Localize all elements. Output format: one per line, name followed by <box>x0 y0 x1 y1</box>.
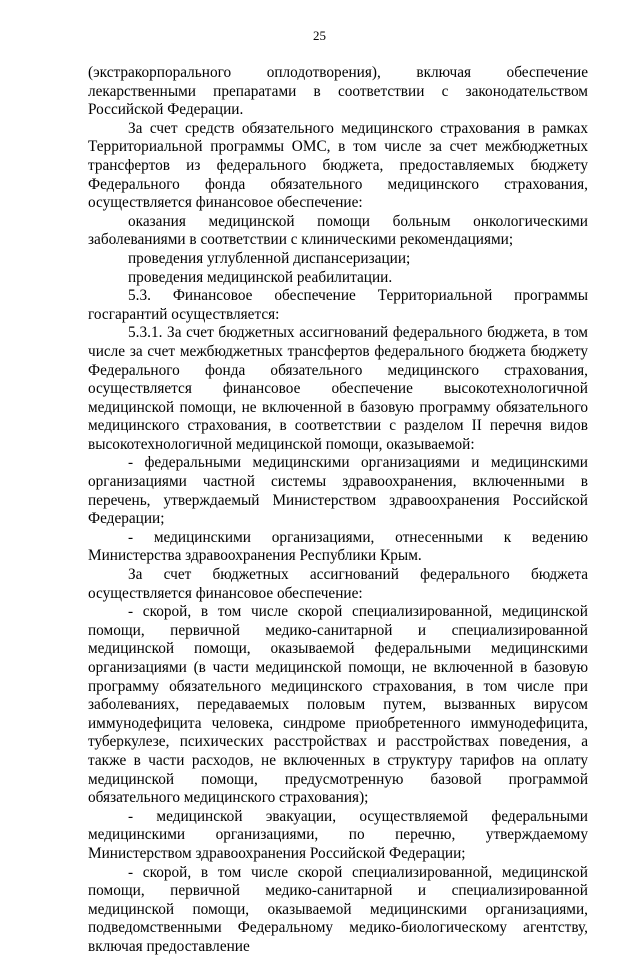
body-text <box>88 64 588 957</box>
paragraph: (экстракорпорального оплодотворения), включая обеспечение лекарственными препаратами в соответствии с законодательством Российской Федерации. <box>88 64 588 119</box>
paragraph: За счет средств обязательного медицинского страхования в рамках Территориальной программы ОМС, в том числе за счет межбюджетных трансфертов из федерального бюджета, предоставляемых бюджету Федерального фонда обязательного медицинского страхования, осуществляется финансовое обеспечение: <box>88 119 588 212</box>
paragraph: 5.3.1. За счет бюджетных ассигнований федерального бюджета, в том числе за счет межбюджетных трансфертов федерального бюджета бюджету Федерального фонда обязательного медицинского страхования, осуществляется финансовое обеспечение высокотехнологичной медицинской помощи, не включенной в базовую программу обязательного медицинского страхования, в соответствии с разделом II перечня видов высокотехнологичной медицинской помощи, оказываемой: <box>88 324 588 453</box>
list-item: - скорой, в том числе скорой специализированной, медицинской помощи, первичной медико-санитарной и специализированной медицинской помощи, оказываемой медицинскими организациями, подведомственными Федеральному медико-биологическому агентству, включая предоставление <box>88 863 588 955</box>
paragraph: проведения углубленной диспансеризации; <box>128 249 411 267</box>
page-number: 25 <box>313 28 326 43</box>
list-item: - скорой, в том числе скорой специализированной, медицинской помощи, первичной медико-санитарной и специализированной медицинской помощи, оказываемой федеральными медицинскими организациями (в части медицинской помощи, не включенной в базовую программу обязательного медицинского страхования, в том числе при заболеваниях, передаваемых половым путем, вызванных вирусом иммунодефицита человека, синдроме приобретенного иммунодефицита, туберкулезе, психических расстройствах и расстройствах поведения, а также в части расходов, не включенных в структуру тарифов на оплату медицинской помощи, предусмотренную базовой программой обязательного медицинского страхования); <box>88 603 588 807</box>
paragraph: оказания медицинской помощи больным онкологическими заболеваниями в соответствии с клиническими рекомендациями; <box>88 212 588 249</box>
list-item: - медицинскими организациями, отнесенными к ведению Министерства здравоохранения Республики Крым. <box>88 528 588 565</box>
paragraph: проведения медицинской реабилитации. <box>128 268 393 286</box>
paragraph: 5.3. Финансовое обеспечение Территориальной программы госгарантий осуществляется: <box>88 287 588 323</box>
list-item: - медицинской эвакуации, осуществляемой федеральными медицинскими организациями, по перечню, утверждаемому Министерством здравоохранения Российской Федерации; <box>88 807 588 862</box>
list-item: - федеральными медицинскими организациями и медицинскими организациями частной системы здравоохранения, включенными в перечень, утверждаемый Министерством здравоохранения Российской Федерации; <box>88 454 588 528</box>
paragraph: За счет бюджетных ассигнований федерального бюджета осуществляется финансовое обеспечение: <box>88 566 588 602</box>
